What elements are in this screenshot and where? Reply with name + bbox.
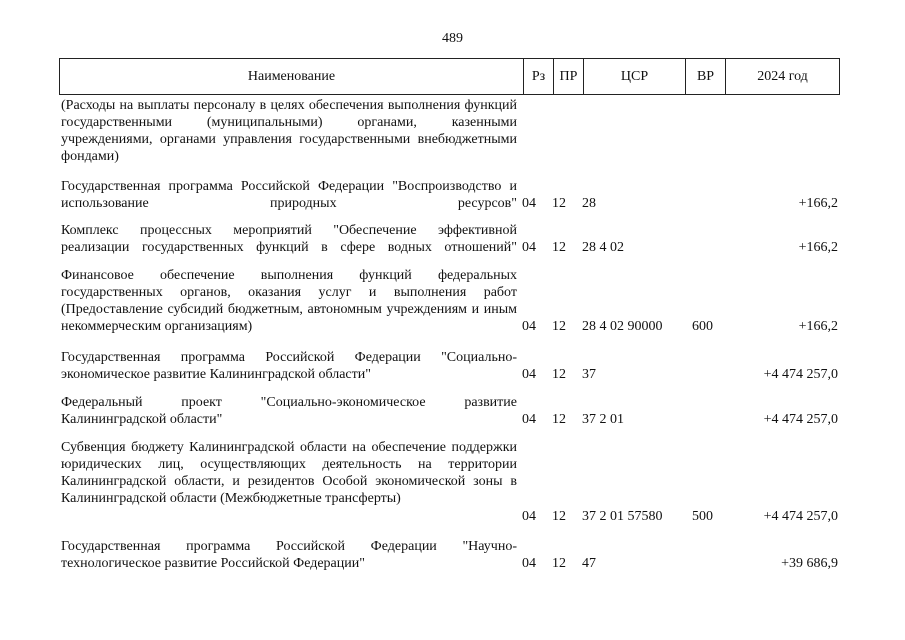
row-csr: 28 4 02 90000 bbox=[582, 319, 663, 334]
row-rz: 04 bbox=[522, 412, 536, 427]
header-year: 2024 год bbox=[725, 59, 839, 94]
header-rz: Рз bbox=[523, 59, 553, 94]
row-rz: 04 bbox=[522, 196, 536, 211]
row-rz: 04 bbox=[522, 240, 536, 255]
row-name: Финансовое обеспечение выполнения функций федеральных государственных органов, оказания услуг и выполнения работ (Предоставление субсидий бюджетным, автономным учреждениям и иным некоммерческим организациям) bbox=[61, 268, 517, 334]
row-csr: 37 bbox=[582, 367, 596, 382]
row-name: Государственная программа Российской Федерации "Научно-технологическое развитие Российской Федерации" bbox=[61, 539, 517, 571]
row-rz: 04 bbox=[522, 556, 536, 571]
row-name: (Расходы на выплаты персоналу в целях обеспечения выполнения функций государственными (муниципальными) органами, казенными учреждениями, органами управления государственными внебюджетными фондами) bbox=[61, 98, 517, 164]
row-pr: 12 bbox=[552, 412, 566, 427]
row-amount: +166,2 bbox=[798, 196, 838, 211]
row-pr: 12 bbox=[552, 556, 566, 571]
page-number: 489 bbox=[442, 31, 463, 46]
row-pr: 12 bbox=[552, 196, 566, 211]
row-pr: 12 bbox=[552, 240, 566, 255]
row-amount: +166,2 bbox=[798, 240, 838, 255]
row-name: Государственная программа Российской Федерации "Социально-экономическое развитие Калининградской области" bbox=[61, 350, 517, 382]
row-amount: +4 474 257,0 bbox=[763, 412, 838, 427]
header-vr: ВР bbox=[685, 59, 725, 94]
row-pr: 12 bbox=[552, 319, 566, 334]
row-pr: 12 bbox=[552, 509, 566, 524]
row-rz: 04 bbox=[522, 319, 536, 334]
row-rz: 04 bbox=[522, 509, 536, 524]
row-amount: +4 474 257,0 bbox=[763, 509, 838, 524]
row-csr: 37 2 01 bbox=[582, 412, 624, 427]
table-header bbox=[59, 58, 840, 95]
row-amount: +166,2 bbox=[798, 319, 838, 334]
row-vr: 600 bbox=[692, 319, 713, 334]
header-csr: ЦСР bbox=[583, 59, 685, 94]
row-csr: 28 4 02 bbox=[582, 240, 624, 255]
row-pr: 12 bbox=[552, 367, 566, 382]
row-vr: 500 bbox=[692, 509, 713, 524]
row-amount: +4 474 257,0 bbox=[763, 367, 838, 382]
header-pr: ПР bbox=[553, 59, 583, 94]
row-name: Государственная программа Российской Федерации "Воспроизводство и использование природных ресурсов" bbox=[61, 179, 517, 211]
row-csr: 37 2 01 57580 bbox=[582, 509, 663, 524]
row-name: Федеральный проект "Социально-экономическое развитие Калининградской области" bbox=[61, 395, 517, 427]
row-amount: +39 686,9 bbox=[781, 556, 838, 571]
row-csr: 28 bbox=[582, 196, 596, 211]
row-name: Субвенция бюджету Калининградской области на обеспечение поддержки юридических лиц, осуществляющих деятельность на территории Калининградской области, и резидентов Особой экономической зоны в Калининградской области (Межбюджетные трансферты) bbox=[61, 440, 517, 506]
row-csr: 47 bbox=[582, 556, 596, 571]
row-name: Комплекс процессных мероприятий "Обеспечение эффективной реализации государственных функций в сфере водных отношений" bbox=[61, 223, 517, 255]
header-name: Наименование bbox=[247, 69, 336, 84]
row-rz: 04 bbox=[522, 367, 536, 382]
